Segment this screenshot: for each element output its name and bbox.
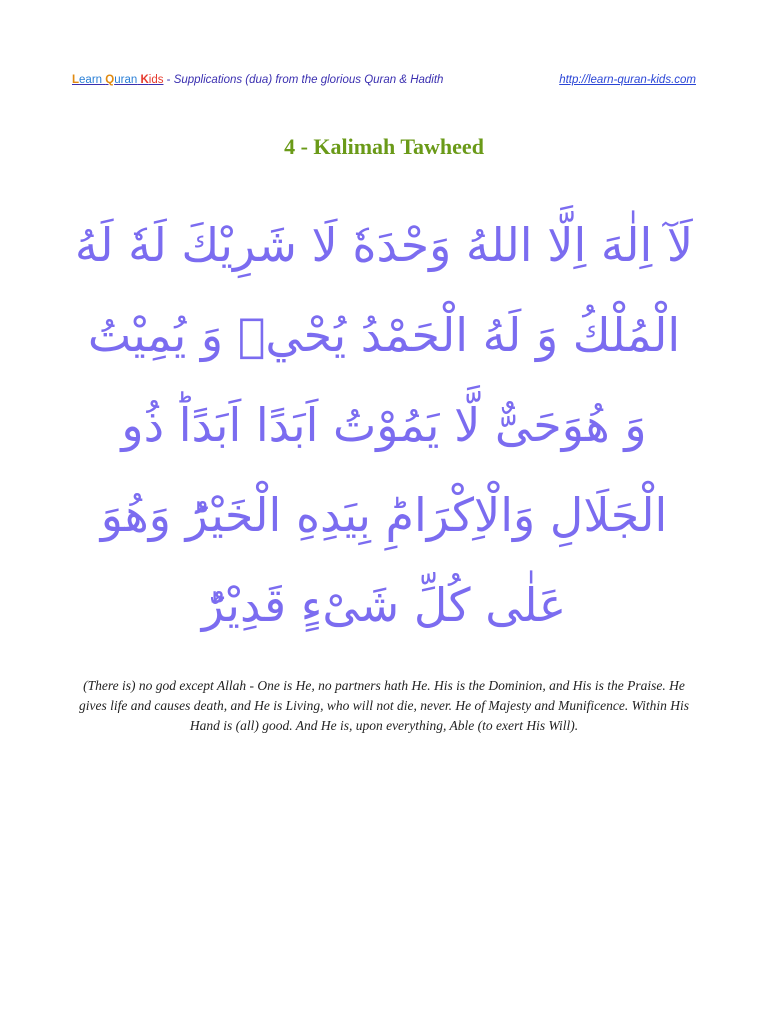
brand-letter-q: Q xyxy=(105,74,115,86)
site-brand-link[interactable] xyxy=(72,74,163,86)
arabic-supplication-text: لَآ اِلٰهَ اِلَّا اللهُ وَحْدَهٗ لَا شَرِيْكَ لَهٗ لَهُ الْمُلْكُ وَ لَهُ الْحَمْدُ يُحْيٖ وَ يُمِيْتُ وَ هُوَحَیٌّ لَّا يَمُوْتُ اَبَدًا اَبَدًاؕ ذُو الْجَلَالِ وَالْاِكْرَامِؕ بِيَدِهِ الْخَيْرُؕ وَهُوَ عَلٰی كُلِّ شَیْءٍ قَدِيْرٌؕ xyxy=(74,218,694,632)
brand-word-quran: uran xyxy=(114,74,138,86)
brand-word-learn: earn xyxy=(79,74,103,86)
page-title: 4 - Kalimah Tawheed xyxy=(284,134,484,159)
brand-letter-k: K xyxy=(140,74,149,86)
english-translation: (There is) no god except Allah - One is He, no partners hath He. His is the Dominion, and His is the Praise. He gives life and causes death, and He is Living, who will not die, never. He of Majesty and Munificence. Within His Hand is (all) good. And He is, upon everything, Able (to exert His Will). xyxy=(78,678,690,733)
page-header xyxy=(72,74,696,86)
brand-word-kids: ids xyxy=(148,74,164,86)
header-subtitle: Supplications (dua) from the glorious Quran & Hadith xyxy=(173,74,444,86)
brand-letter-l: L xyxy=(72,74,80,86)
header-left xyxy=(72,74,443,86)
site-url-link[interactable]: http://learn-quran-kids.com xyxy=(559,74,696,86)
header-separator: - xyxy=(163,74,174,86)
